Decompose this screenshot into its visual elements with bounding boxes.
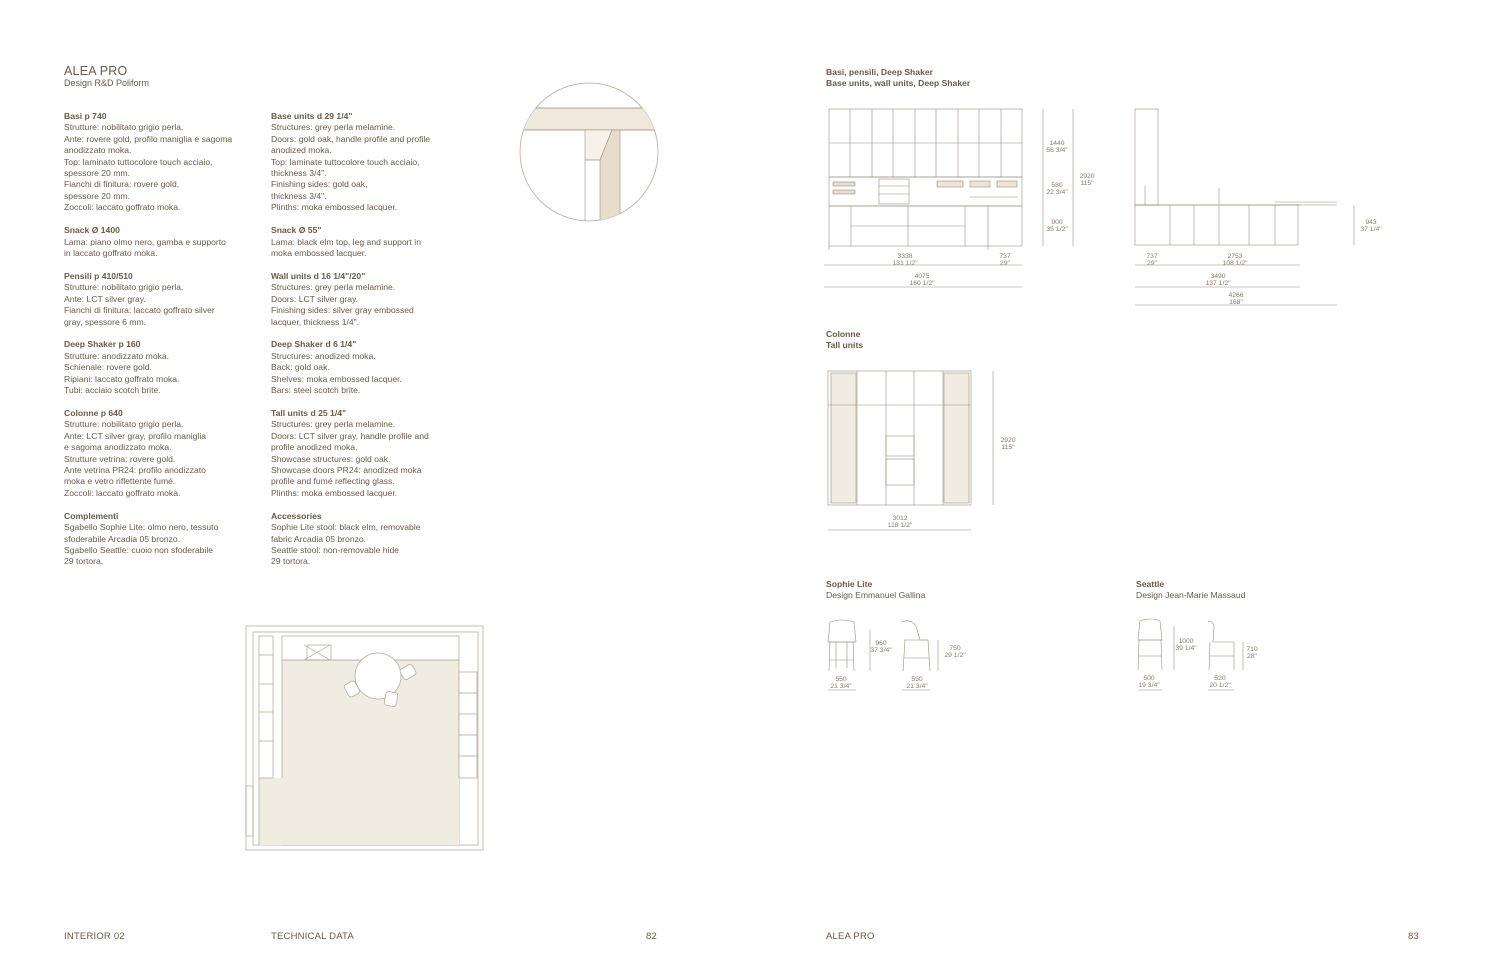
footer-label: TECHNICAL DATA: [271, 931, 354, 942]
spec-line: anodizzato moka.: [64, 145, 132, 156]
tall-units-title-en: Tall units: [826, 340, 864, 350]
spec-line: Sophie Lite stool: black elm, removable: [271, 522, 421, 533]
spec-line: Showcase structures: gold oak.: [271, 453, 391, 464]
page-title: ALEA PRO: [64, 64, 128, 78]
spec-line: Structures: grey perla melamine.: [271, 282, 396, 293]
spec-line: Shelves: moka embossed lacquer.: [271, 373, 402, 384]
dim-label: 2920: [1079, 173, 1095, 180]
dim-label: 4075: [914, 273, 930, 280]
dim-label: 3490: [1210, 273, 1226, 280]
dimension-labels: [830, 140, 1382, 690]
dim-label: 21 3/4": [830, 683, 852, 690]
dim-label: 35 1/2": [1046, 226, 1068, 233]
dim-label: 29": [1000, 260, 1010, 267]
spec-line: Sgabello Seattle: cuoio non sfoderabile: [64, 544, 214, 555]
dim-label: 550: [911, 676, 923, 683]
spec-line: Showcase doors PR24: anodized moka: [271, 464, 422, 475]
spec-line: Schienale: rovere gold.: [64, 362, 152, 373]
seattle-title: Seattle: [1136, 579, 1165, 589]
spec-line: Ante: LCT silver gray.: [64, 293, 146, 304]
footer-product: ALEA PRO: [826, 931, 875, 942]
dim-label: 520: [1214, 675, 1226, 682]
dim-label: 56 3/4": [1046, 147, 1068, 154]
spec-line: fabric Arcadia 05 bronzo.: [271, 533, 367, 544]
footer-section: INTERIOR 02: [64, 931, 125, 942]
spec-line: Strutture: nobilitato grigio perla.: [64, 122, 184, 133]
dim-label: 168": [1229, 299, 1243, 306]
spec-line: Strutture: nobilitato grigio perla.: [64, 419, 184, 430]
spec-line: moka e vetro riflettente fumé.: [64, 476, 176, 487]
spec-line: Fianchi di finitura: rovere gold,: [64, 179, 180, 190]
spec-heading: Base units d 29 1/4": [271, 111, 353, 121]
floor-plan-drawing: [246, 626, 483, 850]
dim-label: 118 1/2": [887, 522, 913, 529]
spec-line: Structures: grey perla melamine.: [271, 419, 396, 430]
dim-label: 943: [1365, 219, 1377, 226]
dim-label: 131 1/2": [892, 260, 918, 267]
spec-line: e sagoma anodizzato moka.: [64, 442, 172, 453]
dim-label: 3338: [897, 253, 913, 260]
spec-line: Back: gold oak.: [271, 362, 330, 373]
spec-line: gray, spessore 6 mm.: [64, 316, 146, 327]
dim-label: 137 1/2": [1205, 280, 1231, 287]
dim-label: 737: [1146, 253, 1158, 260]
kitchen-elevation-front: [824, 109, 1073, 287]
spec-heading: Snack Ø 55": [271, 225, 322, 236]
spec-line: Strutture: anodizzato moka.: [64, 350, 170, 361]
spec-line: Doors: LCT silver gray.: [271, 293, 359, 304]
dim-label: 22 3/4": [1046, 189, 1068, 196]
spec-heading: Pensili p 410/510: [64, 270, 133, 281]
dim-label: 1000: [1178, 638, 1194, 645]
dim-label: 500: [1143, 675, 1155, 682]
spec-line: Lama: piano olmo nero, gamba e supporto: [64, 236, 226, 247]
spec-line: Plinths: moka embossed lacquer.: [271, 202, 398, 213]
dim-label: 37 1/4": [1360, 226, 1382, 233]
spec-line: Plinths: moka embossed lacquer.: [271, 487, 398, 498]
dim-label: 19 3/4": [1138, 682, 1160, 689]
spec-line: Doors: gold oak, handle profile and profile: [271, 133, 431, 144]
dim-label: 2920: [1000, 437, 1016, 444]
elevation-title-it: Basi, pensili, Deep Shaker: [826, 67, 933, 77]
spec-line: in laccato goffrato moka.: [64, 247, 158, 258]
spec-line: Zoccoli: laccato goffrato moka.: [64, 202, 181, 213]
spec-line: thickness 3/4".: [271, 168, 327, 179]
spec-line: Structures: anodized moka.: [271, 350, 376, 361]
dim-label: 900: [1051, 219, 1063, 226]
spec-line: profile anodized moka.: [271, 442, 358, 453]
spec-line: spessore 20 mm.: [64, 168, 130, 179]
kitchen-elevation-side: [1135, 109, 1354, 305]
dim-label: 115": [1080, 180, 1094, 187]
spec-line: Tubi: acciaio scotch brite.: [64, 385, 161, 396]
spec-heading: Wall units d 16 1/4"/20": [271, 270, 366, 281]
spec-heading: Deep Shaker p 160: [64, 339, 141, 350]
spec-line: Zoccoli: laccato goffrato moka.: [64, 487, 181, 498]
spec-line: Sgabello Sophie Lite: olmo nero, tessuto: [64, 522, 219, 533]
spec-line: Strutture vetrina: rovere gold.: [64, 453, 176, 464]
elevation-title-en: Base units, wall units, Deep Shaker: [826, 78, 971, 88]
spec-heading: Tall units d 25 1/4": [271, 407, 347, 418]
dim-label: 1440: [1049, 140, 1065, 147]
dim-label: 39 1/4": [1175, 645, 1197, 652]
page-number-right: 83: [1408, 931, 1419, 942]
dim-label: 115": [1001, 444, 1015, 451]
dim-label: 580: [1051, 182, 1063, 189]
dim-label: 550: [835, 676, 847, 683]
dim-label: 710: [1246, 646, 1258, 653]
dim-label: 20 1/2": [1209, 682, 1231, 689]
spec-line: Ante vetrina PR24: profilo anodizzato: [64, 464, 206, 475]
dim-label: 29": [1147, 260, 1157, 267]
dim-label: 4266: [1228, 292, 1244, 299]
dim-label: 160 1/2": [909, 280, 935, 287]
spec-line: thickness 3/4".: [271, 190, 327, 201]
dim-label: 3012: [892, 515, 908, 522]
tall-units-title-it: Colonne: [826, 329, 861, 339]
dim-label: 28": [1247, 653, 1257, 660]
spec-line: Seattle stool: non-removable hide: [271, 544, 400, 555]
dim-label: 21 3/4": [906, 683, 928, 690]
spec-line: moka embossed lacquer.: [271, 247, 367, 258]
spec-line: Bars: steel scotch brite.: [271, 385, 361, 396]
spec-line: Structures: grey perla melamine.: [271, 122, 396, 133]
spec-heading: Snack Ø 1400: [64, 225, 120, 236]
spec-line: Ante: LCT silver gray, profilo maniglia: [64, 430, 207, 441]
spec-line: anodized moka.: [271, 145, 332, 156]
spec-line: spessore 20 mm.: [64, 190, 130, 201]
spec-line: Lama: black elm top, leg and support in: [271, 236, 422, 247]
sophie-designer: Design Emmanuel Gallina: [826, 590, 926, 600]
spec-line: profile and fumé reflecting glass.: [271, 476, 395, 487]
joint-detail-drawing: [515, 83, 665, 230]
dim-label: 108 1/2": [1222, 260, 1248, 267]
dim-label: 737: [999, 253, 1011, 260]
spec-heading: Accessories: [271, 510, 322, 521]
dim-label: 2753: [1227, 253, 1243, 260]
designer-credit: Design R&D Poliform: [64, 78, 150, 88]
dim-label: 960: [875, 640, 887, 647]
spec-heading: Colonne p 640: [64, 407, 123, 418]
dim-label: 750: [949, 645, 961, 652]
spec-line: Ripiani: laccato goffrato moka.: [64, 373, 180, 384]
seattle-designer: Design Jean-Marie Massaud: [1136, 590, 1246, 600]
spec-line: Fianchi di finitura: laccato goffrato silver: [64, 305, 215, 316]
spec-heading: Complementi: [64, 510, 119, 521]
page-number-left: 82: [646, 931, 657, 942]
spec-heading: Deep Shaker d 6 1/4": [271, 339, 357, 350]
spec-line: Ante: rovere gold, profilo maniglia e sagoma: [64, 133, 233, 144]
spec-line: 29 tortora.: [271, 556, 311, 567]
spec-line: 29 tortora.: [64, 556, 104, 567]
spec-line: Top: laminate tuttocolore touch acciaio,: [271, 156, 420, 167]
sophie-title: Sophie Lite: [826, 579, 873, 589]
spec-line: lacquer, thickness 1/4".: [271, 316, 360, 327]
spec-heading: Basi p 740: [64, 111, 107, 121]
spec-line: sfoderabile Arcadia 05 bronzo.: [64, 533, 181, 544]
spec-line: Finishing sides: gold oak,: [271, 179, 368, 190]
spec-line: Doors: LCT silver gray, handle profile and: [271, 430, 429, 441]
spec-line: Top: laminato tuttocolore touch acciaio,: [64, 156, 213, 167]
dim-label: 37 3/4": [870, 647, 892, 654]
spec-line: Finishing sides: silver gray embossed: [271, 305, 414, 316]
dim-label: 29 1/2": [944, 652, 966, 659]
tall-units-drawing: [828, 371, 993, 530]
spec-line: Strutture: nobilitato grigio perla.: [64, 282, 184, 293]
